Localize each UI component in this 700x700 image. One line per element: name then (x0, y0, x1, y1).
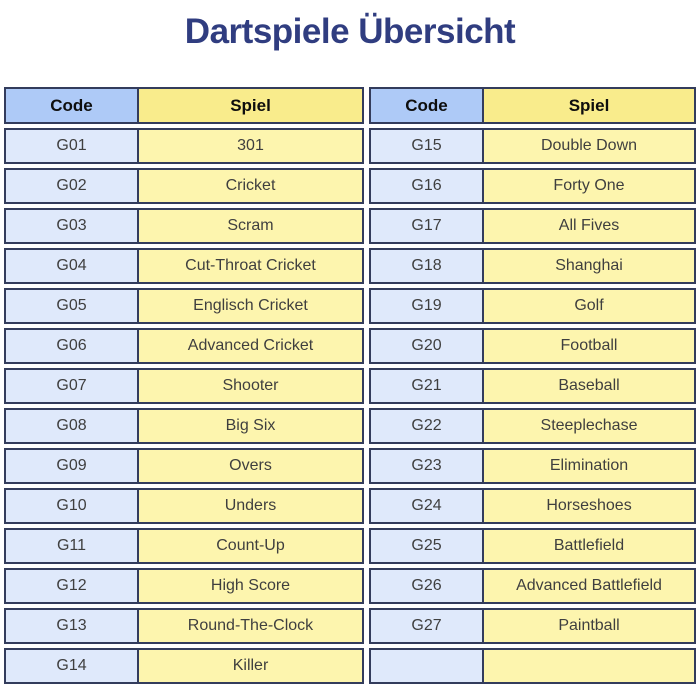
row-right-box (369, 488, 696, 524)
row-right-box (369, 608, 696, 644)
spiel-cell: Advanced Cricket (137, 330, 362, 362)
code-cell: G24 (371, 490, 482, 522)
row-left-box (4, 328, 364, 364)
table-row (4, 368, 696, 404)
table-row (4, 528, 696, 564)
row-left-box (4, 168, 364, 204)
header-spiel-right: Spiel (482, 89, 694, 122)
row-left-box (4, 608, 364, 644)
table-row (4, 128, 696, 164)
table-row (4, 328, 696, 364)
code-cell (371, 650, 482, 682)
row-left-box (4, 208, 364, 244)
spiel-cell: Battlefield (482, 530, 694, 562)
spiel-cell: Horseshoes (482, 490, 694, 522)
code-cell: G02 (6, 170, 137, 202)
code-cell: G22 (371, 410, 482, 442)
code-cell: G16 (371, 170, 482, 202)
spiel-cell: Double Down (482, 130, 694, 162)
row-right-box (369, 408, 696, 444)
row-left-box (4, 568, 364, 604)
row-right-box (369, 328, 696, 364)
row-left-box (4, 288, 364, 324)
table-row (4, 488, 696, 524)
code-cell: G08 (6, 410, 137, 442)
header-code-right: Code (371, 89, 482, 122)
row-right-box (369, 648, 696, 684)
spiel-cell: Football (482, 330, 694, 362)
code-cell: G14 (6, 650, 137, 682)
spiel-cell: Scram (137, 210, 362, 242)
spiel-cell: Advanced Battlefield (482, 570, 694, 602)
code-cell: G01 (6, 130, 137, 162)
code-cell: G09 (6, 450, 137, 482)
page-title: Dartspiele Übersicht (184, 12, 516, 51)
code-cell: G18 (371, 250, 482, 282)
code-cell: G06 (6, 330, 137, 362)
table-row (4, 208, 696, 244)
row-right-box (369, 288, 696, 324)
spiel-cell: 301 (137, 130, 362, 162)
spiel-cell: Overs (137, 450, 362, 482)
row-left-box (4, 488, 364, 524)
spiel-cell: Forty One (482, 170, 694, 202)
code-cell: G20 (371, 330, 482, 362)
code-cell: G12 (6, 570, 137, 602)
code-cell: G04 (6, 250, 137, 282)
row-left-box (4, 528, 364, 564)
spiel-cell: Big Six (137, 410, 362, 442)
table-row (4, 288, 696, 324)
row-right-box (369, 528, 696, 564)
spiel-cell: Cricket (137, 170, 362, 202)
row-left-box (4, 648, 364, 684)
spiel-cell (482, 650, 694, 682)
spiel-cell: Cut-Throat Cricket (137, 250, 362, 282)
row-left-box (4, 248, 364, 284)
code-cell: G19 (371, 290, 482, 322)
dart-games-table (4, 87, 696, 684)
code-cell: G13 (6, 610, 137, 642)
row-right-box (369, 128, 696, 164)
code-cell: G11 (6, 530, 137, 562)
spiel-cell: Steeplechase (482, 410, 694, 442)
spiel-cell: Round-The-Clock (137, 610, 362, 642)
header-right-box (369, 87, 696, 124)
header-left-box (4, 87, 364, 124)
table-row (4, 608, 696, 644)
spiel-cell: Killer (137, 650, 362, 682)
spiel-cell: Baseball (482, 370, 694, 402)
spiel-cell: Shooter (137, 370, 362, 402)
code-cell: G27 (371, 610, 482, 642)
code-cell: G23 (371, 450, 482, 482)
table-row (4, 648, 696, 684)
row-right-box (369, 448, 696, 484)
row-left-box (4, 368, 364, 404)
spiel-cell: Unders (137, 490, 362, 522)
spiel-cell: Elimination (482, 450, 694, 482)
spiel-cell: High Score (137, 570, 362, 602)
table-row (4, 168, 696, 204)
code-cell: G10 (6, 490, 137, 522)
code-cell: G21 (371, 370, 482, 402)
code-cell: G15 (371, 130, 482, 162)
table-header-row (4, 87, 696, 124)
code-cell: G17 (371, 210, 482, 242)
header-spiel-left: Spiel (137, 89, 362, 122)
code-cell: G03 (6, 210, 137, 242)
code-cell: G25 (371, 530, 482, 562)
table-row (4, 568, 696, 604)
code-cell: G26 (371, 570, 482, 602)
table-row (4, 408, 696, 444)
row-left-box (4, 128, 364, 164)
spiel-cell: Paintball (482, 610, 694, 642)
header-code-left: Code (6, 89, 137, 122)
spiel-cell: Golf (482, 290, 694, 322)
spiel-cell: Englisch Cricket (137, 290, 362, 322)
table-row (4, 248, 696, 284)
row-right-box (369, 368, 696, 404)
spiel-cell: Shanghai (482, 250, 694, 282)
code-cell: G07 (6, 370, 137, 402)
code-cell: G05 (6, 290, 137, 322)
row-right-box (369, 208, 696, 244)
table-row (4, 448, 696, 484)
row-left-box (4, 408, 364, 444)
row-right-box (369, 168, 696, 204)
row-left-box (4, 448, 364, 484)
row-right-box (369, 248, 696, 284)
row-right-box (369, 568, 696, 604)
spiel-cell: Count-Up (137, 530, 362, 562)
spiel-cell: All Fives (482, 210, 694, 242)
